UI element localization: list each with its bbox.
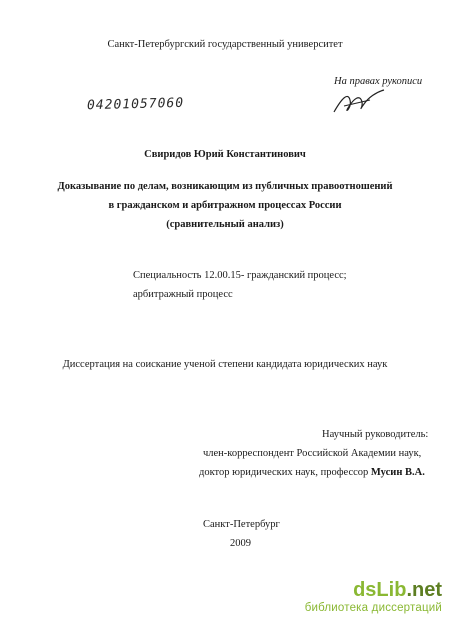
city: Санкт-Петербург bbox=[203, 519, 280, 530]
year: 2009 bbox=[230, 538, 251, 549]
title-line-2: в гражданском и арбитражном процессах России bbox=[108, 200, 342, 211]
dissertation-statement: Диссертация на соискание ученой степени кандидата юридических наук bbox=[62, 359, 388, 370]
title-line-3: (сравнительный анализ) bbox=[166, 219, 284, 230]
watermark bbox=[305, 579, 442, 615]
title-line-1: Доказывание по делам, возникающим из публичных правоотношений bbox=[57, 181, 393, 192]
supervisor-heading: Научный руководитель: bbox=[322, 429, 429, 440]
supervisor-degree: доктор юридических наук, профессор bbox=[199, 467, 371, 478]
manuscript-note: На правах рукописи bbox=[334, 76, 423, 87]
signature-icon bbox=[330, 86, 390, 118]
specialty-line-2: арбитражный процесс bbox=[133, 289, 233, 300]
supervisor-title-2 bbox=[199, 466, 425, 479]
supervisor-title-1: член-корреспондент Российской Академии наук, bbox=[203, 448, 422, 459]
watermark-subtitle: библиотека диссертаций bbox=[304, 602, 442, 614]
watermark-tld: .net bbox=[406, 579, 442, 601]
watermark-logo bbox=[305, 579, 442, 601]
watermark-brand: dsLib bbox=[353, 579, 407, 601]
author-name: Свиридов Юрий Константинович bbox=[144, 149, 306, 160]
supervisor-name: Мусин В.А. bbox=[370, 467, 425, 478]
specialty-line-1: Специальность 12.00.15- гражданский процесс; bbox=[133, 270, 347, 281]
registration-stamp: 04201057060 bbox=[86, 95, 185, 114]
university-name: Санкт-Петербургский государственный университет bbox=[107, 39, 343, 50]
